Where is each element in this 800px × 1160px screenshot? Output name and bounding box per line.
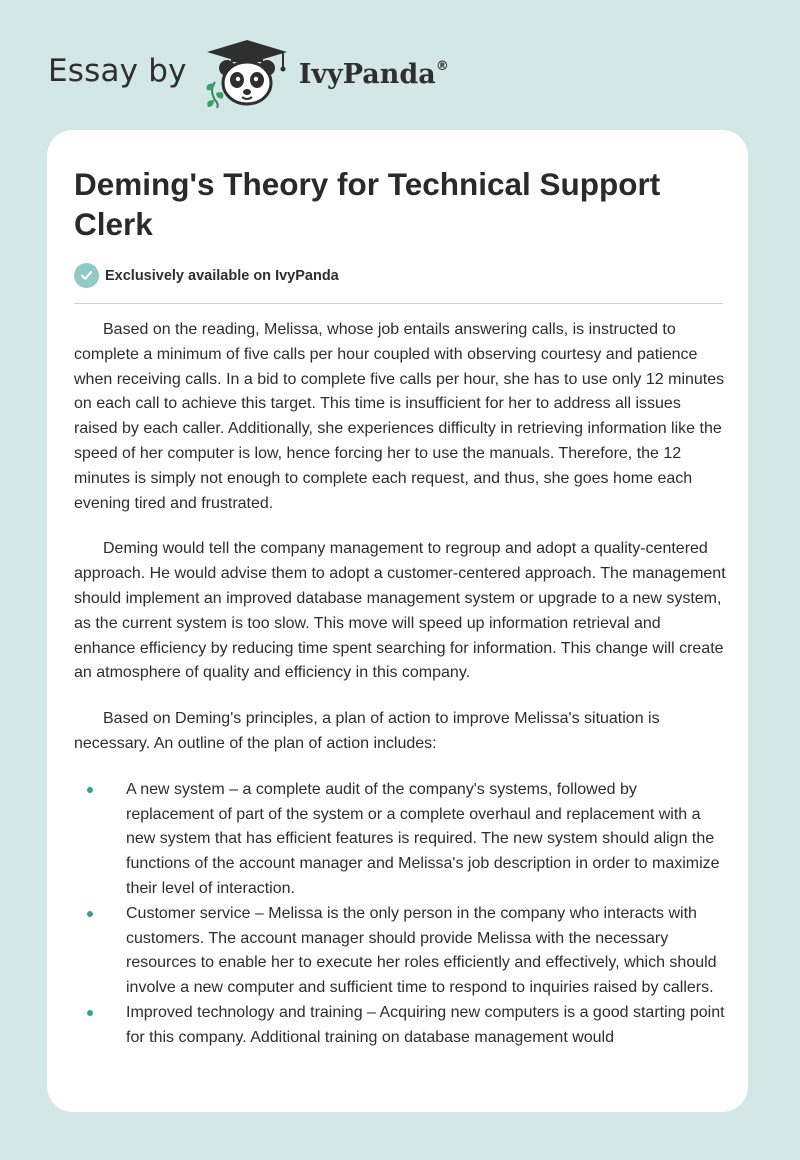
- registered-mark: ®: [435, 58, 449, 74]
- bullet-icon: [87, 1010, 93, 1016]
- brand-name: [299, 59, 449, 90]
- bullet-icon: [87, 787, 93, 793]
- essay-by-label: Essay by: [48, 53, 187, 89]
- list-item-text: Improved technology and training – Acquiring new computers is a good starting point for this company. Additional training on database management would: [126, 1003, 725, 1046]
- list-item-text: A new system – a complete audit of the company's systems, followed by replacement of part of the system or a complete overhaul and replacement with a new system that has efficient features is required. The new system should align the functions of the account manager and Melissa's job description in order to maximize their level of interaction.: [126, 780, 720, 897]
- exclusive-badge: [74, 263, 339, 288]
- bullet-icon: [87, 911, 93, 917]
- list-item: [74, 1001, 726, 1051]
- divider: [74, 303, 723, 304]
- essay-body: [74, 318, 726, 1051]
- exclusive-label: Exclusively available on IvyPanda: [105, 267, 339, 284]
- check-icon: [74, 263, 99, 288]
- checkmark-icon: [80, 269, 93, 282]
- list-item: [74, 902, 726, 1001]
- brand-name-text: IvyPanda: [298, 58, 436, 90]
- action-plan-list: [74, 778, 726, 1051]
- page-title: Deming's Theory for Technical Support Clerk: [74, 166, 661, 242]
- paragraph: Deming would tell the company management to regroup and adopt a quality-centered approach. He would advise them to adopt a customer-centered approach. The management should implement an improved database management system or upgrade to a new system, as the current system is too slow. This move will speed up information retrieval and enhance efficiency by reducing time spent searching for information. This change will create an atmosphere of quality and efficiency in this company.: [74, 540, 726, 682]
- list-item-text: Customer service – Melissa is the only person in the company who interacts with customers. The account manager should provide Melissa with the necessary resources to enable her to execute her roles efficiently and effectively, which should involve a new computer and sufficient time to respond to inquiries raised by callers.: [126, 904, 717, 997]
- paragraph: Based on the reading, Melissa, whose job entails answering calls, is instructed to complete a minimum of five calls per hour coupled with observing courtesy and patience when receiving calls. In a bid to complete five calls per hour, she has to use only 12 minutes on each call to achieve this target. This time is insufficient for her to address all issues raised by each caller. Additionally, she experiences difficulty in retrieving information like the speed of her computer is low, hence forcing her to use the manuals. Therefore, the 12 minutes is simply not enough to complete each request, and thus, she goes home each evening tired and frustrated.: [74, 321, 725, 512]
- essay-card: [47, 130, 748, 1112]
- list-item: [74, 778, 726, 902]
- brand-header: [48, 38, 449, 108]
- ivypanda-logo-icon: [201, 38, 293, 108]
- paragraph: Based on Deming's principles, a plan of action to improve Melissa's situation is necessary. An outline of the plan of action includes:: [74, 710, 660, 752]
